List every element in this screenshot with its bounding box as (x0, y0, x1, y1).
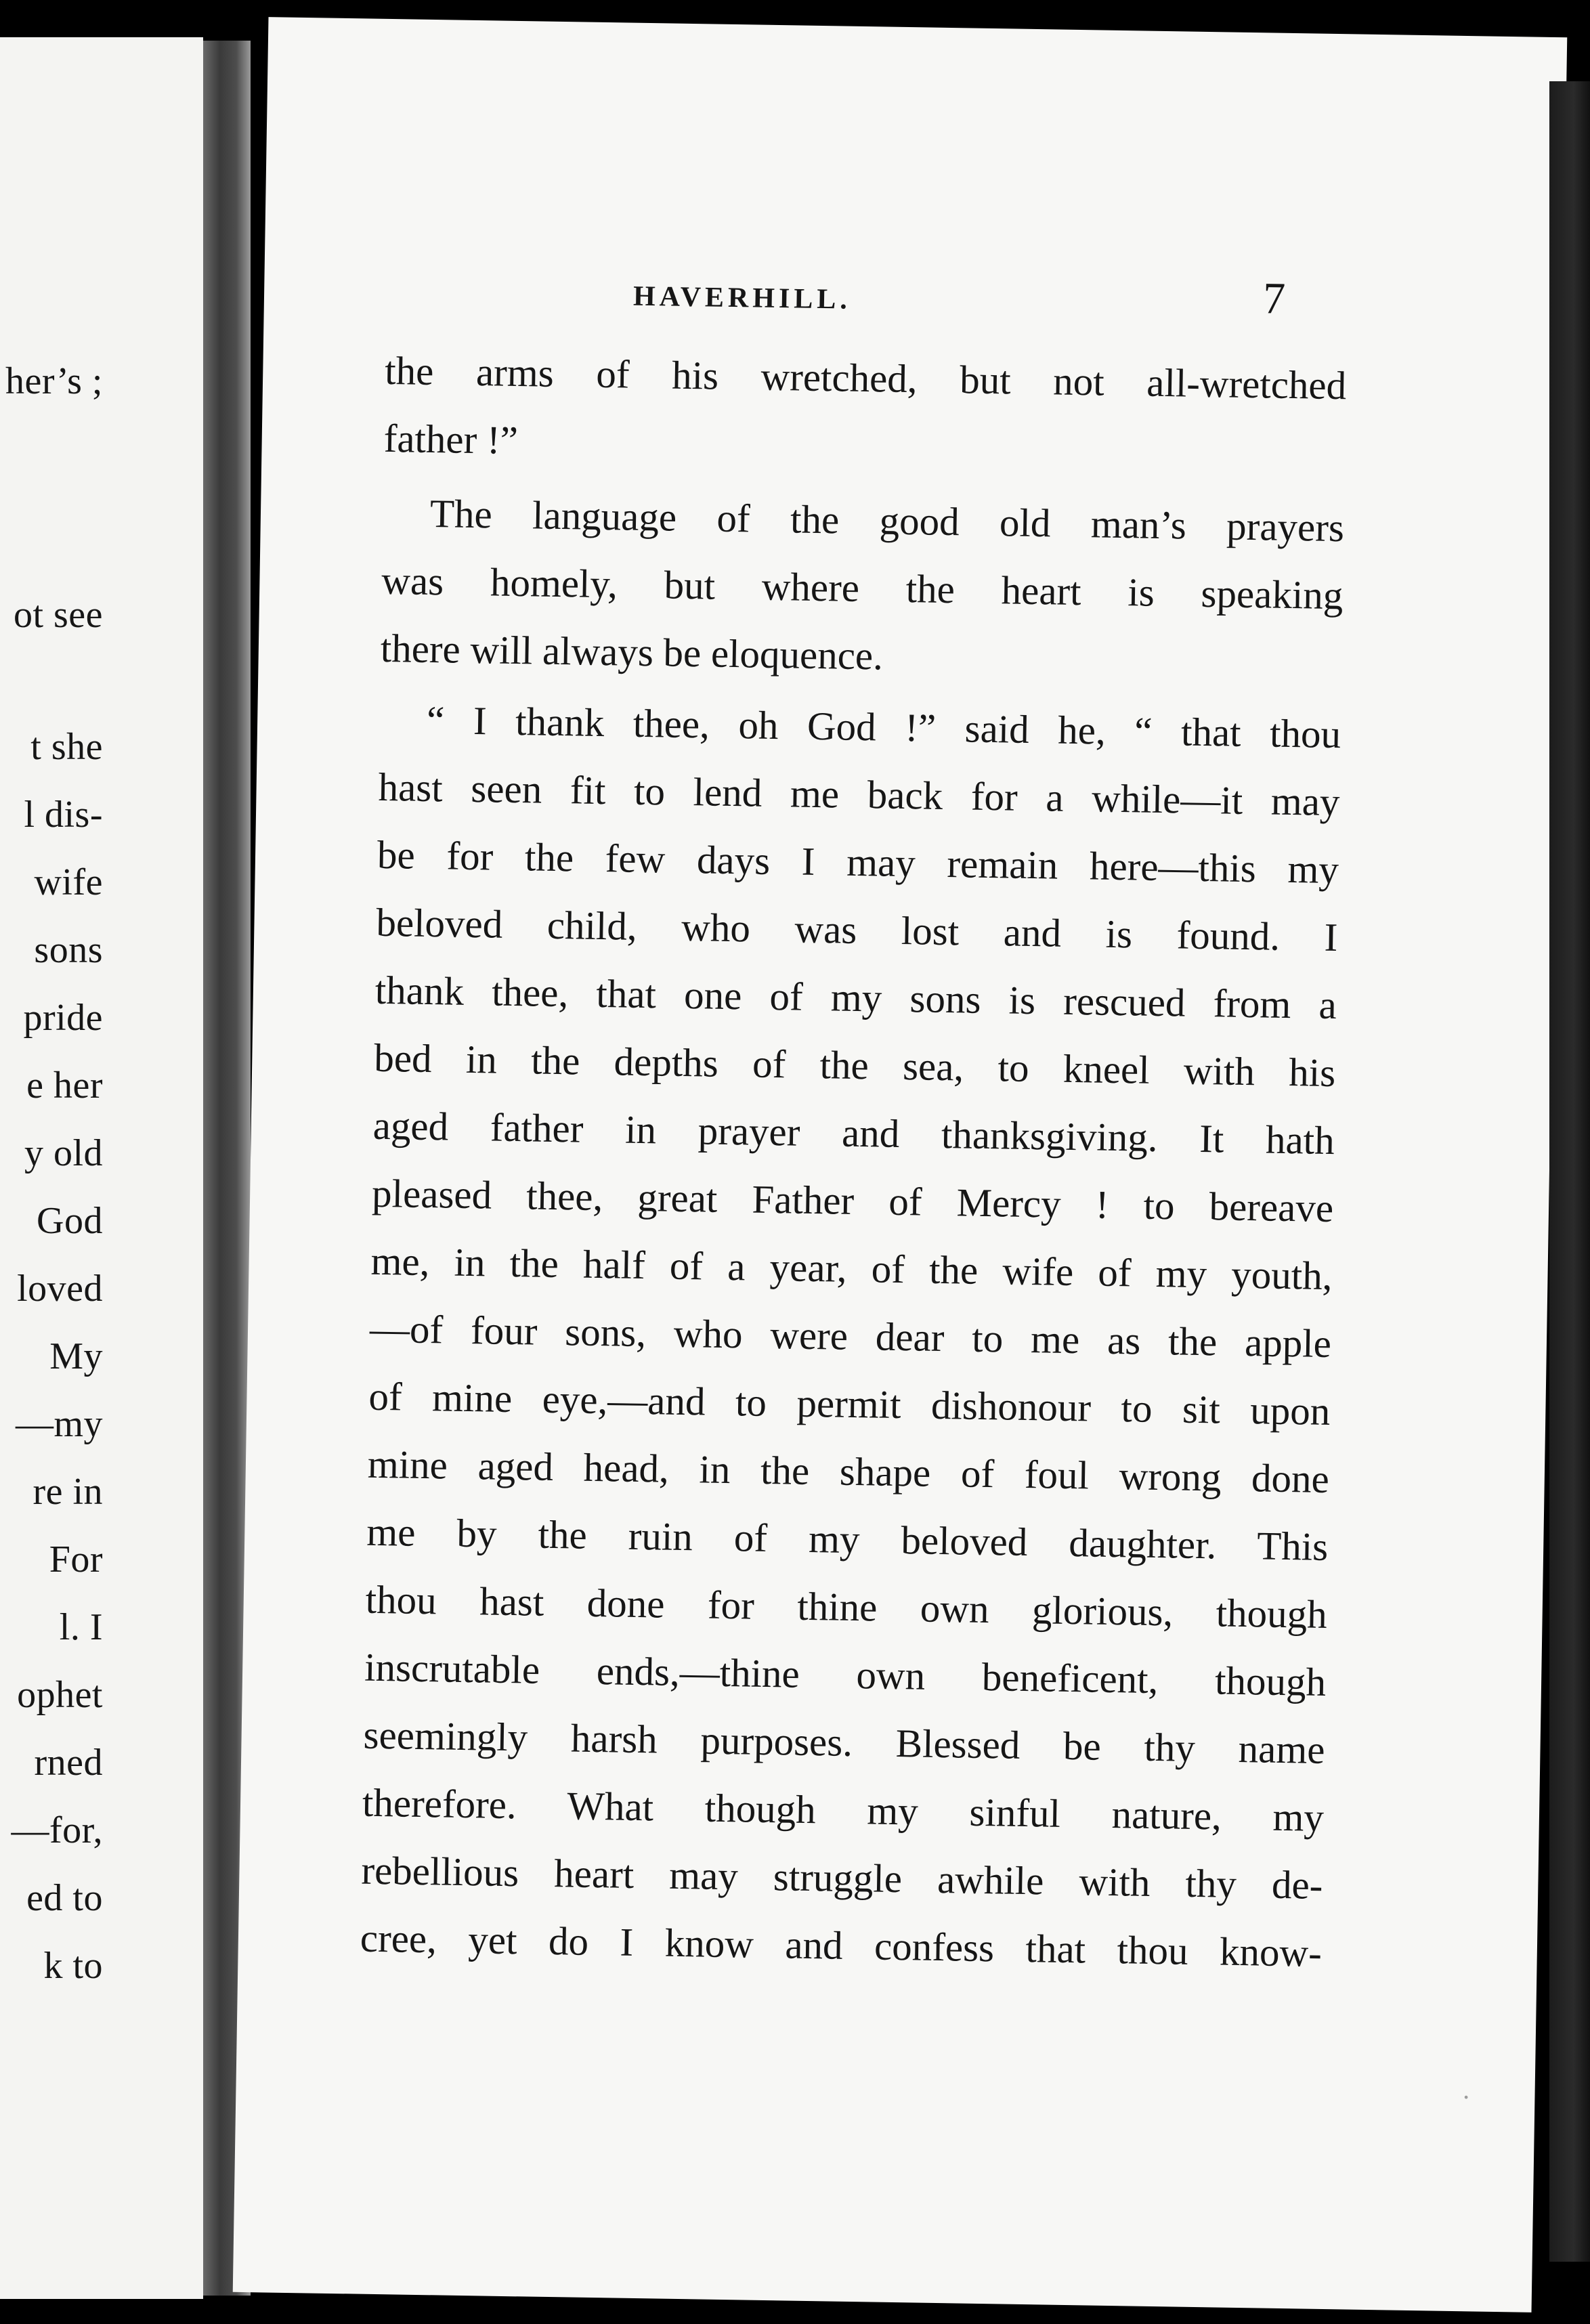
left-line-fragment: l. I (59, 1606, 103, 1648)
left-line-fragment: re in (33, 1471, 103, 1513)
left-line-fragment: rned (34, 1742, 103, 1784)
text-line: inscrutable ends,—thine own beneficent, though (364, 1644, 1327, 1704)
left-line-fragment: l dis- (24, 794, 103, 836)
text-line: me, in the half of a year, of the wife of my youth, (370, 1238, 1333, 1299)
left-page (0, 37, 203, 2299)
text-line: be for the few days I may remain here—this my (377, 832, 1339, 892)
text-line: of mine eye,—and to permit dishonour to sit upon (368, 1373, 1331, 1434)
left-line-fragment: ophet (17, 1674, 103, 1716)
text-line: me by the ruin of my beloved daughter. This (366, 1509, 1329, 1569)
text-line: was homely, but where the heart is speaking (381, 557, 1344, 618)
page-number: 7 (1262, 274, 1286, 324)
scan-speck: · (1461, 2082, 1471, 2113)
left-line-fragment: God (37, 1200, 103, 1242)
left-line-fragment: —my (15, 1403, 103, 1445)
text-line: cree, yet do I know and confess that thou know- (360, 1915, 1323, 1975)
text-line: mine aged head, in the shape of foul wrong done (367, 1441, 1330, 1502)
text-line: rebellious heart may struggle awhile with thy de- (361, 1847, 1323, 1908)
page-edge-strip (1549, 81, 1590, 2262)
left-line-fragment: ot see (13, 594, 103, 636)
running-head: HAVERHILL. (632, 280, 852, 316)
left-line-fragment: For (49, 1538, 103, 1580)
text-line: the arms of his wretched, but not all-wretched (384, 347, 1347, 408)
left-line-fragment: pride (23, 997, 103, 1039)
text-line: aged father in prayer and thanksgiving. It hath (372, 1102, 1335, 1163)
text-line: pleased thee, great Father of Mercy ! to bereave (371, 1170, 1334, 1231)
text-line: The language of the good old man’s prayers (429, 490, 1345, 551)
text-line: therefore. What though my sinful nature, my (362, 1780, 1325, 1840)
left-line-fragment: —for, (11, 1809, 103, 1851)
text-line: father !” (383, 415, 519, 463)
left-line-fragment: ed to (26, 1877, 103, 1919)
left-line-fragment: loved (17, 1268, 103, 1310)
text-line: thou hast done for thine own glorious, though (365, 1576, 1328, 1637)
text-line: there will always be eloquence. (380, 625, 884, 679)
left-line-fragment: t she (30, 726, 103, 768)
left-line-fragment: wife (34, 861, 103, 903)
left-line-fragment: e her (26, 1064, 103, 1106)
left-line-fragment: k to (43, 1945, 103, 1987)
left-line-fragment: y old (24, 1132, 103, 1174)
text-line: beloved child, who was lost and is found. I (376, 899, 1338, 960)
text-line: “ I thank thee, oh God !” said he, “ that thou (426, 697, 1341, 757)
right-page (233, 17, 1568, 2312)
text-line: seemingly harsh purposes. Blessed be thy name (363, 1712, 1326, 1772)
left-line-fragment: sons (34, 929, 103, 971)
left-line-fragment: My (49, 1335, 103, 1377)
left-line-fragment: her’s ; (5, 360, 103, 402)
text-line: hast seen fit to lend me back for a while—it may (378, 764, 1341, 825)
text-line: —of four sons, who were dear to me as the apple (369, 1306, 1332, 1367)
text-line: bed in the depths of the sea, to kneel with his (373, 1035, 1336, 1096)
text-line: thank thee, that one of my sons is rescued from a (374, 967, 1337, 1028)
